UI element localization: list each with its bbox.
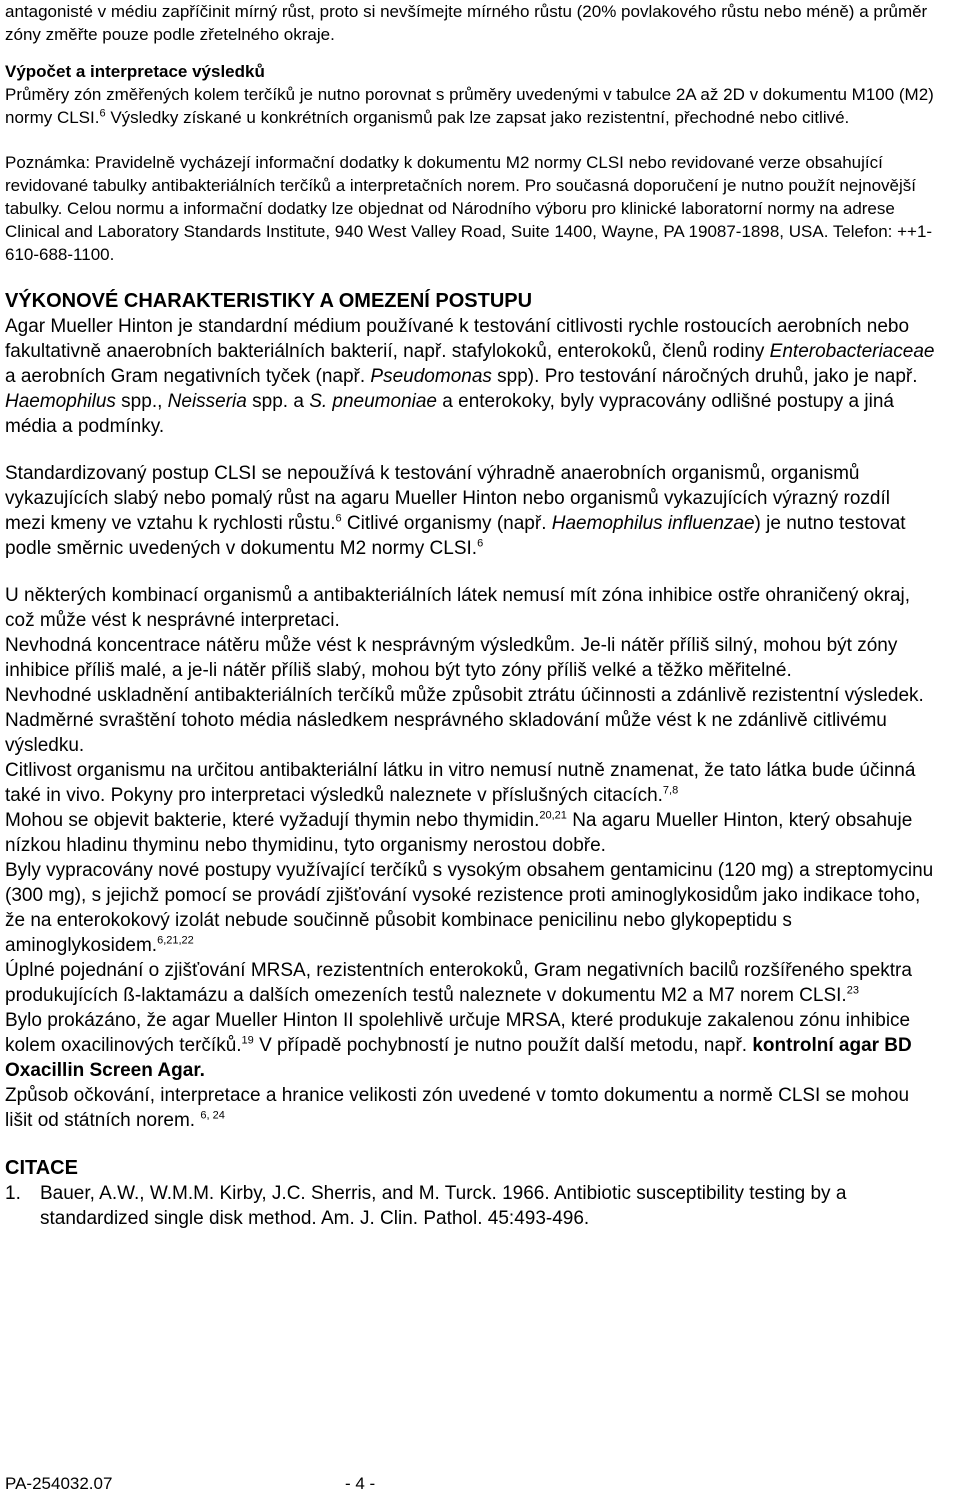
section-heading-calculation: Výpočet a interpretace výsledků: [5, 62, 265, 81]
text-run: Bylo prokázáno, že agar Mueller Hinton II spolehlivě určuje MRSA, které produkuje zakalenou zónu inhibice kolem oxacilinových terčíků.: [5, 1010, 911, 1056]
limitation-3: Nevhodné uskladnění antibakteriálních terčíků může způsobit ztrátu účinnosti a zdánlivě rezistentní výsledek.: [5, 685, 924, 706]
text-run: V případě pochybností je nutno použít další metodu, např.: [253, 1035, 753, 1056]
reference-number: 1.: [5, 1183, 21, 1204]
footnote-ref: 20,21: [539, 809, 567, 822]
note-paragraph: Poznámka: Pravidelně vycházejí informační dodatky k dokumentu M2 normy CLSI nebo revidované verze obsahující revidované tabulky antibakteriálních terčíků a interpretačních norem. Pro současná doporučení je nutno použít nejnovější tabulky. Celou normu a informační dodatky lze objednat od Národního výboru pro klinické laboratorní normy na adrese Clinical and Laboratory Standards Institute, 940 West Valley Road, Suite 1400, Wayne, PA 19087-1898, USA. Telefon: ++1-610-688-1100.: [5, 153, 933, 264]
limitation-5: [5, 758, 935, 808]
calculation-text-1: Průměry zón změřených kolem terčíků je nutno porovnat s průměry uvedenými v tabulce 2A až 2D v dokumentu M100 (M2) normy CLSI.: [5, 85, 934, 127]
text-run: a aerobních Gram negativních tyček (např.: [5, 366, 371, 387]
italic-taxon: Neisseria: [167, 391, 247, 412]
text-run: Citlivé organismy (např.: [341, 513, 552, 534]
page-footer: [5, 1474, 935, 1494]
footnote-ref: 6: [477, 537, 484, 550]
performance-paragraph-2: [5, 461, 935, 561]
text-run: spp. a: [246, 391, 310, 412]
reference-text: Bauer, A.W., W.M.M. Kirby, J.C. Sherris, and M. Turck. 1966. Antibiotic susceptibility testing by a standardized single disk method. Am. J. Clin. Pathol. 45:493-496.: [40, 1183, 847, 1229]
limitation-2: Nevhodná koncentrace nátěru může vést k nesprávným výsledkům. Je-li nátěr příliš silný, mohou být zóny inhibice příliš malé, a je-li nátěr příliš slabý, mohou být tyto zóny příliš velké a těžko měřitelné.: [5, 635, 898, 681]
limitation-8: [5, 958, 935, 1008]
limitation-1: U některých kombinací organismů a antibakteriálních látek nemusí mít zóna inhibice ostře ohraničený okraj, což může vést k nesprávné interpretaci.: [5, 585, 911, 631]
document-id: PA-254032.07: [5, 1474, 113, 1493]
intro-paragraph: antagonisté v médiu zapříčinit mírný růst, proto si nevšímejte mírného růstu (20% povlakového růstu nebo méně) a průměr zóny změřte pouze podle zřetelného okraje.: [5, 2, 928, 44]
reference-item: [5, 1181, 935, 1231]
italic-taxon: S. pneumoniae: [309, 391, 438, 412]
section-heading-performance: VÝKONOVÉ CHARAKTERISTIKY A OMEZENÍ POSTUPU: [5, 290, 533, 312]
performance-paragraph-1: [5, 314, 935, 439]
text-run: spp). Pro testování náročných druhů, jako je např.: [491, 366, 918, 387]
text-run: Úplné pojednání o zjišťování MRSA, rezistentních enterokoků, Gram negativních bacilů rozšířeného spektra produkujících ß-laktamázu a dalších omezeních testů naleznete v dokumentu M2 a M7 norem CLSI.: [5, 960, 912, 1006]
text-run: Byly vypracovány nové postupy využívající terčíků s vysokým obsahem gentamicinu (120 mg) a streptomycinu (300 mg), s jejichž pomocí se provádí zjišťování vysoké rezistence proti aminoglykosidům jako indikace toho, že na enterokokový izolát nebude součinně působit kombinace penicilinu nebo glykopeptidu s aminoglykosidem.: [5, 860, 934, 956]
section-heading-citace: CITACE: [5, 1157, 78, 1179]
footnote-ref: 6,21,22: [157, 934, 194, 947]
limitation-4: Nadměrné svraštění tohoto média následkem nesprávného skladování může vést k ne zdánlivě citlivému výsledku.: [5, 710, 887, 756]
footnote-ref: 23: [846, 984, 859, 997]
italic-taxon: Haemophilus influenzae: [551, 513, 755, 534]
text-run: a enterokoky, byly vypracovány odlišné postupy a jiná média a podmínky.: [5, 391, 894, 437]
text-run: Citlivost organismu na určitou antibakteriální látku in vitro nemusí nutně znamenat, že tato látka bude účinná také in vivo. Pokyny pro interpretaci výsledků naleznete v příslušných citacích.: [5, 760, 916, 806]
product-name-bold: kontrolní agar BD Oxacillin Screen Agar.: [5, 1035, 912, 1081]
limitation-7: [5, 858, 935, 958]
footnote-ref: 6: [335, 512, 342, 525]
italic-taxon: Pseudomonas: [370, 366, 492, 387]
text-run: Způsob očkování, interpretace a hranice velikosti zón uvedené v tomto dokumentu a normě CLSI se mohou lišit od státních norem.: [5, 1085, 910, 1131]
limitation-9: [5, 1008, 935, 1083]
footnote-ref: 6: [99, 107, 106, 120]
calculation-text-2: Výsledky získané u konkrétních organismů pak lze zapsat jako rezistentní, přechodné nebo citlivé.: [105, 108, 850, 127]
footnote-ref: 19: [241, 1034, 254, 1047]
limitation-6: [5, 808, 935, 858]
text-run: Standardizovaný postup CLSI se nepoužívá k testování výhradně anaerobních organismů, organismů vykazujících slabý nebo pomalý růst na agaru Mueller Hinton nebo organismů vykazujících výrazný rozdíl mezi kmeny ve vztahu k rychlosti růstu.: [5, 463, 890, 534]
text-run: Agar Mueller Hinton je standardní médium používané k testování citlivosti rychle rostoucích aerobních nebo fakultativně anaerobních bakteriálních bakterií, např. stafylokoků, enterokoků, členů rodiny: [5, 316, 910, 362]
page-number: - 4 -: [345, 1474, 376, 1493]
text-run: Na agaru Mueller Hinton, který obsahuje nízkou hladinu thyminu nebo thymidinu, tyto organismy nerostou dobře.: [5, 810, 913, 856]
footnote-ref: 7,8: [662, 784, 679, 797]
calculation-paragraph: [5, 83, 935, 129]
italic-taxon: Haemophilus: [5, 391, 116, 412]
text-run: spp.,: [115, 391, 168, 412]
document-page: [5, 0, 935, 1231]
text-run: Mohou se objevit bakterie, které vyžadují thymin nebo thymidin.: [5, 810, 540, 831]
footnote-ref: 6, 24: [200, 1109, 225, 1122]
text-run: ) je nutno testovat podle směrnic uvedených v dokumentu M2 normy CLSI.: [5, 513, 906, 559]
italic-taxon: Enterobacteriaceae: [769, 341, 935, 362]
limitation-10: [5, 1083, 935, 1133]
